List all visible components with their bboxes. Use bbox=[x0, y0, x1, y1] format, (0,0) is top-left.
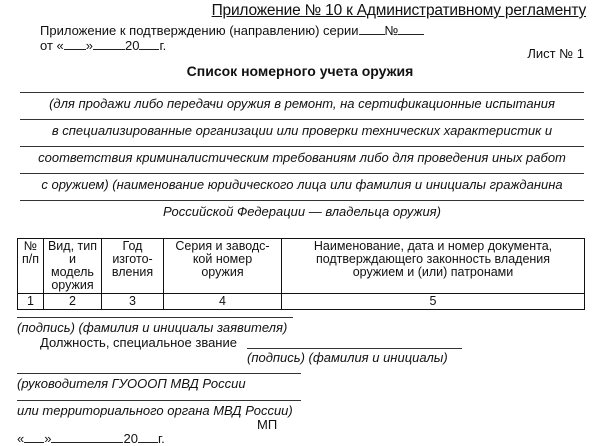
head-line[interactable] bbox=[17, 373, 301, 374]
number-blank[interactable] bbox=[398, 22, 424, 35]
col-header-year bbox=[102, 239, 164, 294]
applicant-caption: (подпись) (фамилия и инициалы заявителя) bbox=[17, 320, 288, 335]
header-text: и модель bbox=[51, 252, 94, 279]
stamp-place: МП bbox=[257, 417, 278, 432]
head-caption: (руководителя ГУОООП МВД России bbox=[17, 376, 246, 391]
header-text: оружием и (или) патронами bbox=[352, 265, 514, 279]
header-text: кой номер bbox=[192, 252, 253, 266]
weapons-register-table bbox=[17, 238, 585, 310]
col-number-5: 5 bbox=[282, 294, 585, 310]
header-text: п/п bbox=[21, 252, 39, 266]
territorial-caption: или территориального органа МВД России) bbox=[17, 403, 293, 418]
header-text: № bbox=[23, 239, 38, 253]
date-open-quote: « bbox=[17, 431, 25, 446]
header-text: вления bbox=[111, 265, 154, 279]
header-text: изгото- bbox=[112, 252, 153, 266]
purpose-caption-3: соответствия криминалистическим требованиям либо для проведения иных работ bbox=[38, 150, 566, 165]
fill-line[interactable] bbox=[20, 119, 584, 120]
position-signature-line[interactable] bbox=[247, 348, 462, 349]
fill-line[interactable] bbox=[20, 200, 584, 201]
year-suffix: г. bbox=[159, 38, 167, 53]
date-close-quote: » bbox=[44, 431, 52, 446]
date-close-quote: » bbox=[85, 38, 93, 53]
purpose-caption-5: Российской Федерации — владельца оружия) bbox=[163, 204, 441, 219]
fill-line[interactable] bbox=[20, 92, 584, 93]
year-blank[interactable] bbox=[138, 430, 158, 443]
purpose-caption-2: в специализированные организации или проверки технических характеристик и bbox=[51, 123, 553, 138]
signature-date-line bbox=[17, 430, 165, 446]
page-title: Список номерного учета оружия bbox=[186, 63, 414, 79]
purpose-caption-4: с оружием) (наименование юридического лица или фамилия и инициалы гражданина bbox=[41, 177, 563, 192]
position-label: Должность, специальное звание bbox=[40, 335, 237, 350]
header-text: Наименование, дата и номер документа, bbox=[313, 239, 553, 253]
header-text: оружия bbox=[201, 265, 244, 279]
header-text: Год bbox=[122, 239, 143, 253]
col-number-4: 4 bbox=[164, 294, 282, 310]
confirmation-line bbox=[40, 22, 424, 38]
month-blank[interactable] bbox=[93, 37, 125, 50]
sign-name-caption: (подпись) (фамилия и инициалы) bbox=[247, 350, 448, 365]
year-prefix: 20 bbox=[123, 431, 138, 446]
header-text: подтверждающего законность владения bbox=[315, 252, 551, 266]
year-suffix: г. bbox=[157, 431, 165, 446]
series-blank[interactable] bbox=[359, 22, 385, 35]
confirmation-prefix: Приложение к подтверждению (направлению) серии bbox=[40, 23, 359, 38]
appendix-header: Приложение № 10 к Административному регламенту bbox=[211, 2, 586, 19]
purpose-caption-1: (для продажи либо передачи оружия в ремонт, на сертификационные испытания bbox=[49, 96, 555, 111]
table-number-row bbox=[18, 294, 585, 310]
header-text: Вид, тип bbox=[47, 239, 98, 253]
day-blank[interactable] bbox=[64, 37, 86, 50]
col-header-type bbox=[44, 239, 102, 294]
fill-line[interactable] bbox=[20, 146, 584, 147]
header-text: оружия bbox=[51, 278, 94, 292]
col-header-document bbox=[282, 239, 585, 294]
col-number-1: 1 bbox=[18, 294, 44, 310]
applicant-signature-line[interactable] bbox=[17, 317, 293, 318]
fill-line[interactable] bbox=[20, 173, 584, 174]
number-sign: № bbox=[384, 23, 399, 38]
month-blank[interactable] bbox=[51, 430, 123, 443]
col-number-3: 3 bbox=[102, 294, 164, 310]
col-number-2: 2 bbox=[44, 294, 102, 310]
col-header-serial bbox=[164, 239, 282, 294]
year-blank[interactable] bbox=[139, 37, 159, 50]
sheet-number: Лист № 1 bbox=[527, 46, 584, 61]
date-open-quote: от « bbox=[40, 38, 64, 53]
territorial-line[interactable] bbox=[17, 400, 301, 401]
table-header-row bbox=[18, 239, 585, 294]
year-prefix: 20 bbox=[124, 38, 140, 53]
day-blank[interactable] bbox=[24, 430, 44, 443]
header-text: Серия и заводс- bbox=[175, 239, 270, 253]
col-header-number bbox=[18, 239, 44, 294]
confirmation-date-line bbox=[40, 37, 166, 53]
